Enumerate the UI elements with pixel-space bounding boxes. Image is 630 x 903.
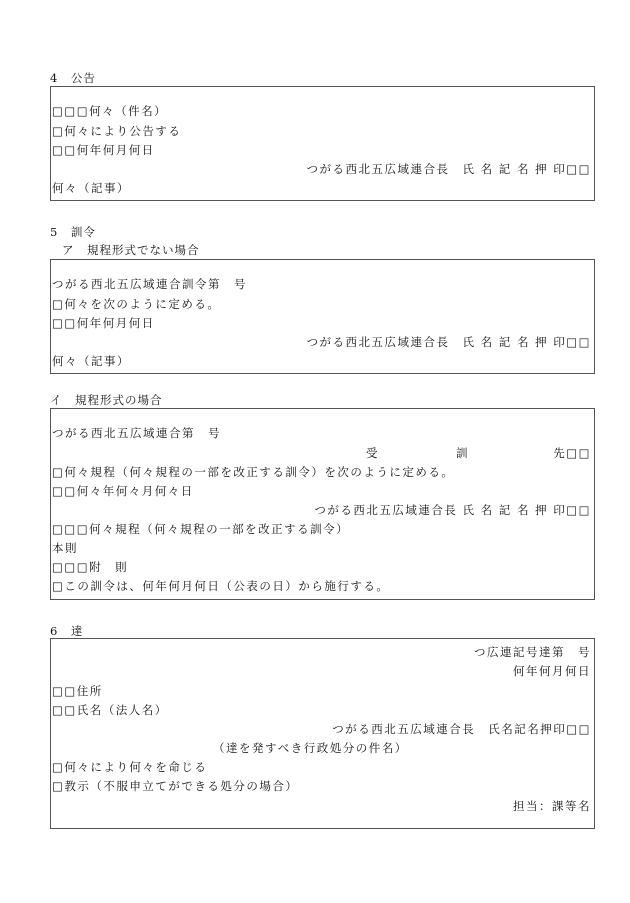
- section-4-box: [50, 86, 595, 201]
- s5b-line-5: つがる西北五広域連合長 氏 名 記 名 押 印□□: [314, 503, 591, 517]
- s5b-recipient-part-3: 先□□: [553, 446, 591, 460]
- section-5-title: 5 訓令: [50, 225, 96, 239]
- section-5b-subtitle: イ 規程形式の場合: [50, 393, 163, 407]
- s6-line-6: （達を発すべき行政処分の件名）: [213, 741, 408, 755]
- s6-line-4: □□氏名（法人名）: [52, 703, 168, 717]
- section-5a-box: [50, 259, 595, 374]
- s5a-line-1: つがる西北五広域連合訓令第 号: [52, 277, 247, 291]
- s5b-line-7: 本則: [52, 541, 78, 555]
- s6-line-5: つがる西北五広域連合長 氏名記名押印□□: [332, 722, 591, 736]
- s5a-line-4: つがる西北五広域連合長 氏 名 記 名 押 印□□: [306, 335, 591, 349]
- s6-line-7: □何々により何々を命じる: [52, 760, 208, 774]
- s5b-recipient-part-2: 訓: [456, 446, 469, 460]
- s5b-line-9: □この訓令は、何年何月何日（公表の日）から施行する。: [52, 579, 390, 593]
- section-5b-box: [50, 408, 595, 600]
- s4-line-5: 何々（記事）: [52, 181, 130, 195]
- s5b-line-1: つがる西北五広域連合第 号: [52, 426, 221, 440]
- s6-line-2: 何年何月何日: [513, 664, 591, 678]
- s5b-recipient-part-1: 受: [366, 446, 379, 460]
- s4-line-1: □□□何々（件名）: [52, 104, 168, 118]
- s4-line-4: つがる西北五広域連合長 氏 名 記 名 押 印□□: [306, 162, 591, 176]
- s6-line-9: 担当：課等名: [513, 799, 591, 813]
- s5b-line-6: □□□何々規程（何々規程の一部を改正する訓令）: [52, 522, 350, 536]
- section-5a-subtitle: ア 規程形式でない場合: [62, 243, 200, 257]
- s6-line-8: □教示（不服申立てができる処分の場合）: [52, 779, 299, 793]
- s4-line-2: □何々により公告する: [52, 124, 182, 138]
- s4-line-3: □□何年何月何日: [52, 143, 155, 157]
- s5b-line-8: □□□附 則: [52, 560, 129, 574]
- s5b-line-4: □□何々年何々月何々日: [52, 484, 194, 498]
- s5b-line-3: □何々規程（何々規程の一部を改正する訓令）を次のように定める。: [52, 465, 455, 479]
- section-4-title: 4 公告: [50, 71, 96, 85]
- s6-line-1: つ広連記号達第 号: [474, 645, 591, 659]
- s5a-line-2: □何々を次のように定める。: [52, 297, 221, 311]
- s6-line-3: □□住所: [52, 684, 103, 698]
- s5a-line-5: 何々（記事）: [52, 354, 130, 368]
- section-6-box: [50, 638, 595, 829]
- s5a-line-3: □□何年何月何日: [52, 316, 155, 330]
- section-6-title: 6 達: [50, 624, 84, 638]
